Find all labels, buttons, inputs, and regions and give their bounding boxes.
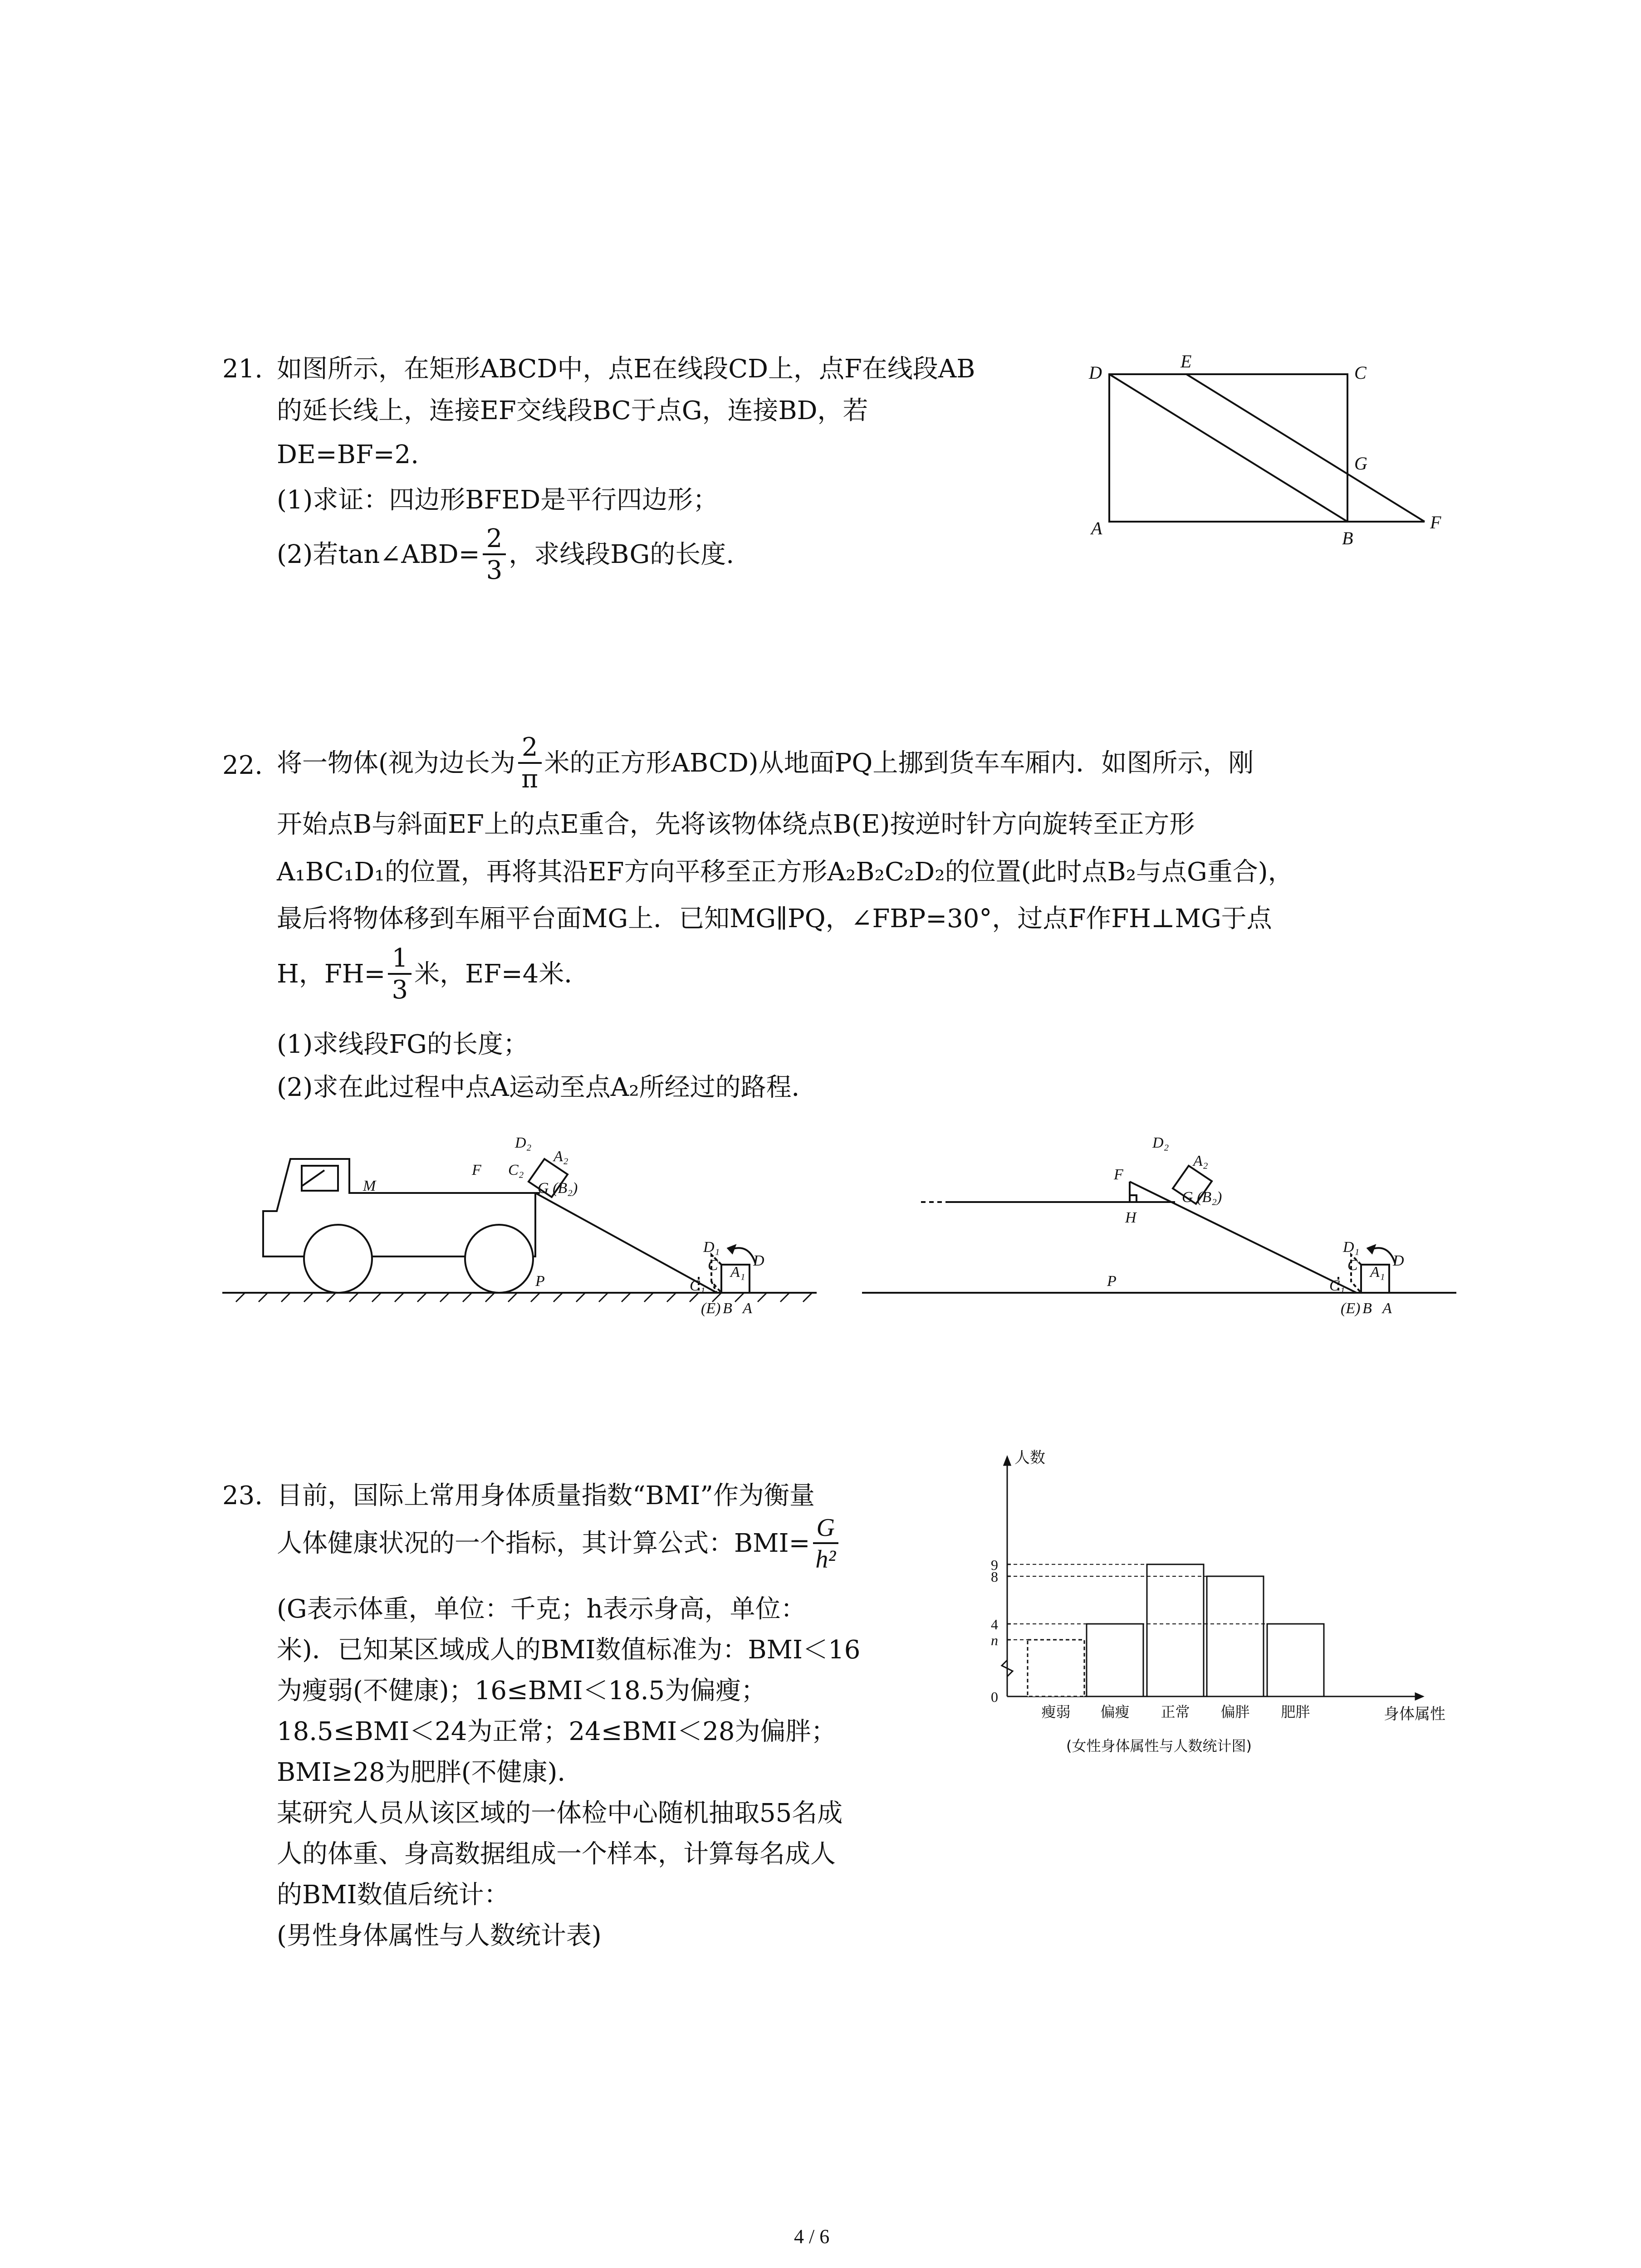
segment-bd <box>1109 374 1347 522</box>
label-c1: C₁ <box>1329 1277 1345 1294</box>
bar-1 <box>1028 1640 1084 1696</box>
front-wheel <box>304 1225 372 1293</box>
label-c1: C₁ <box>690 1277 705 1294</box>
arrow-head <box>1368 1246 1375 1253</box>
label-c2: C₂ <box>508 1162 524 1178</box>
q23-line-6: 18.5≤BMI＜24为正常；24≤BMI＜28为偏胖； <box>277 1717 837 1746</box>
q22-line-1: 将一物体(视为边长为 $\frac{2}{\pi}$ 米的正方形ABCD)从地面PQ上挪到货车车厢内．如图所示，刚 <box>277 733 1254 794</box>
label-p: P <box>1107 1273 1117 1290</box>
label-d2: D₂ <box>1152 1134 1169 1151</box>
q22-line-5: H，FH= $\frac{1}{3}$ 米，EF=4米． <box>277 943 590 1005</box>
q21-line-1: 如图所示，在矩形ABCD中，点E在线段CD上，点F在线段AB <box>277 354 975 384</box>
label-b: B <box>723 1300 732 1317</box>
page-number: 4 / 6 <box>794 2225 830 2248</box>
label-c: C <box>1354 362 1367 383</box>
label-c: C <box>1347 1257 1358 1274</box>
rear-wheel <box>465 1225 533 1293</box>
label-e: E <box>1181 351 1192 371</box>
label-a1: A₁ <box>730 1264 745 1281</box>
q23-line-11: (男性身体属性与人数统计表) <box>277 1921 602 1950</box>
q22-truck-figure <box>218 1120 826 1325</box>
q23-line-3: (G表示体重，单位：千克；h表示身高，单位： <box>277 1594 806 1624</box>
y-axis-label: 人数 <box>1014 1449 1045 1467</box>
q21-rectangle-figure <box>1080 349 1452 558</box>
label-d: D <box>753 1252 764 1269</box>
label-a1: A₁ <box>1370 1264 1385 1281</box>
category-label-2: 偏瘦 <box>1100 1703 1130 1721</box>
label-d1: D₁ <box>1343 1239 1360 1256</box>
q22-line-6: (1)求线段FG的长度； <box>277 1030 529 1059</box>
label-d: D <box>1089 362 1102 383</box>
label-b: B <box>1362 1300 1372 1317</box>
arrow-head <box>728 1246 735 1253</box>
label-d1: D₁ <box>703 1239 720 1256</box>
label-a2: A₂ <box>554 1148 568 1165</box>
label-c: C <box>708 1257 718 1274</box>
x-axis-label: 身体属性 <box>1384 1705 1445 1723</box>
q22-line-7: (2)求在此过程中点A运动至点A₂所经过的路程． <box>277 1073 817 1102</box>
q23-line-9: 人的体重、身高数据组成一个样本，计算每名成人 <box>277 1839 836 1869</box>
label-a: A <box>743 1300 752 1317</box>
label-a: A <box>1382 1300 1392 1317</box>
right-angle-mark <box>1130 1195 1136 1202</box>
category-label-5: 肥胖 <box>1281 1703 1310 1721</box>
y-tick-label-5: 9 <box>991 1556 998 1573</box>
q22-number: 22. <box>222 751 263 780</box>
female-bmi-bar-chart <box>962 1442 1470 1787</box>
q23-line-1: 目前，国际上常用身体质量指数“BMI”作为衡量 <box>277 1481 815 1510</box>
label-f: F <box>1114 1166 1123 1183</box>
label-f: F <box>472 1162 481 1178</box>
label-g: G <box>1354 453 1367 474</box>
q23-line-2: 人体健康状况的一个指标，其计算公式：BMI= $\frac{G}{\text{h²}}$ <box>277 1515 841 1572</box>
ramp-ef <box>1130 1182 1360 1293</box>
q21-line-2: 的延长线上，连接EF交线段BC于点G，连接BD，若 <box>277 396 868 425</box>
label-a: A <box>1091 518 1102 538</box>
label-p: P <box>535 1273 545 1290</box>
y-tick-label-4: 8 <box>991 1569 998 1585</box>
q22-line-4: 最后将物体移到车厢平台面MG上．已知MG∥PQ，∠FBP=30°，过点F作FH⊥MG于点 <box>277 904 1272 934</box>
q21-line-3: DE=BF=2. <box>277 440 419 469</box>
q22-fraction-1: $\frac{2}{\pi}$ <box>518 735 542 792</box>
category-label-1: 瘦弱 <box>1041 1703 1071 1721</box>
q21-fraction: $\frac{2}{3}$ <box>483 526 506 583</box>
label-g-b2: G (B₂) <box>538 1180 578 1197</box>
q23-line-8: 某研究人员从该区域的一体检中心随机抽取55名成 <box>277 1799 843 1828</box>
label-f: F <box>1430 512 1441 533</box>
window-glint <box>302 1170 324 1186</box>
q22-fraction-2: $\frac{1}{3}$ <box>388 946 411 1003</box>
category-label-4: 偏胖 <box>1220 1703 1250 1721</box>
q23-bmi-fraction: $\frac{G}{\text{h²}}$ <box>813 1515 838 1572</box>
y-tick-label-1: 0 <box>991 1689 998 1705</box>
category-label-3: 正常 <box>1161 1703 1190 1721</box>
q21-number: 21. <box>222 354 263 384</box>
segment-ef <box>1186 374 1425 522</box>
q23-line-7: BMI≥28为肥胖(不健康)． <box>277 1758 583 1787</box>
q22-line-2: 开始点B与斜面EF上的点E重合，先将该物体绕点B(E)按逆时针方向旋转至正方形 <box>277 810 1195 839</box>
y-tick-label-2: n <box>991 1632 998 1648</box>
q22-line-3: A₁BC₁D₁的位置，再将其沿EF方向平移至正方形A₂B₂C₂D₂的位置(此时点B₂与点G重合)， <box>277 857 1293 887</box>
chart-title: (女性身体属性与人数统计图) <box>1066 1737 1252 1755</box>
label-g-b2: G (B₂) <box>1182 1189 1222 1206</box>
q23-line-5: 为瘦弱(不健康)；16≤BMI＜18.5为偏瘦； <box>277 1676 767 1706</box>
x-axis-arrow <box>1416 1693 1423 1700</box>
bar-2 <box>1087 1624 1143 1696</box>
label-e: (E) <box>701 1300 721 1317</box>
y-axis-arrow <box>1004 1457 1010 1465</box>
bar-3 <box>1147 1564 1204 1696</box>
truck-window <box>302 1166 338 1191</box>
label-a2: A₂ <box>1193 1153 1208 1169</box>
bar-4 <box>1207 1576 1264 1696</box>
q22-abstract-figure <box>857 1120 1465 1325</box>
label-b: B <box>1342 528 1353 548</box>
q21-line-4: (1)求证：四边形BFED是平行四边形； <box>277 485 719 515</box>
label-h: H <box>1125 1209 1136 1226</box>
q21-line-5: (2)若tan∠ABD= $\frac{2}{3}$ ，求线段BG的长度. <box>277 524 734 585</box>
q23-number: 23. <box>222 1481 263 1510</box>
q23-line-4: 米)．已知某区域成人的BMI数值标准为：BMI＜16 <box>277 1635 861 1665</box>
label-e: (E) <box>1341 1300 1361 1317</box>
bar-5 <box>1267 1624 1324 1696</box>
label-d2: D₂ <box>515 1134 532 1151</box>
y-tick-label-3: 4 <box>991 1616 998 1633</box>
label-d: D <box>1393 1252 1404 1269</box>
q23-line-10: 的BMI数值后统计： <box>277 1880 509 1910</box>
label-m: M <box>363 1178 376 1194</box>
